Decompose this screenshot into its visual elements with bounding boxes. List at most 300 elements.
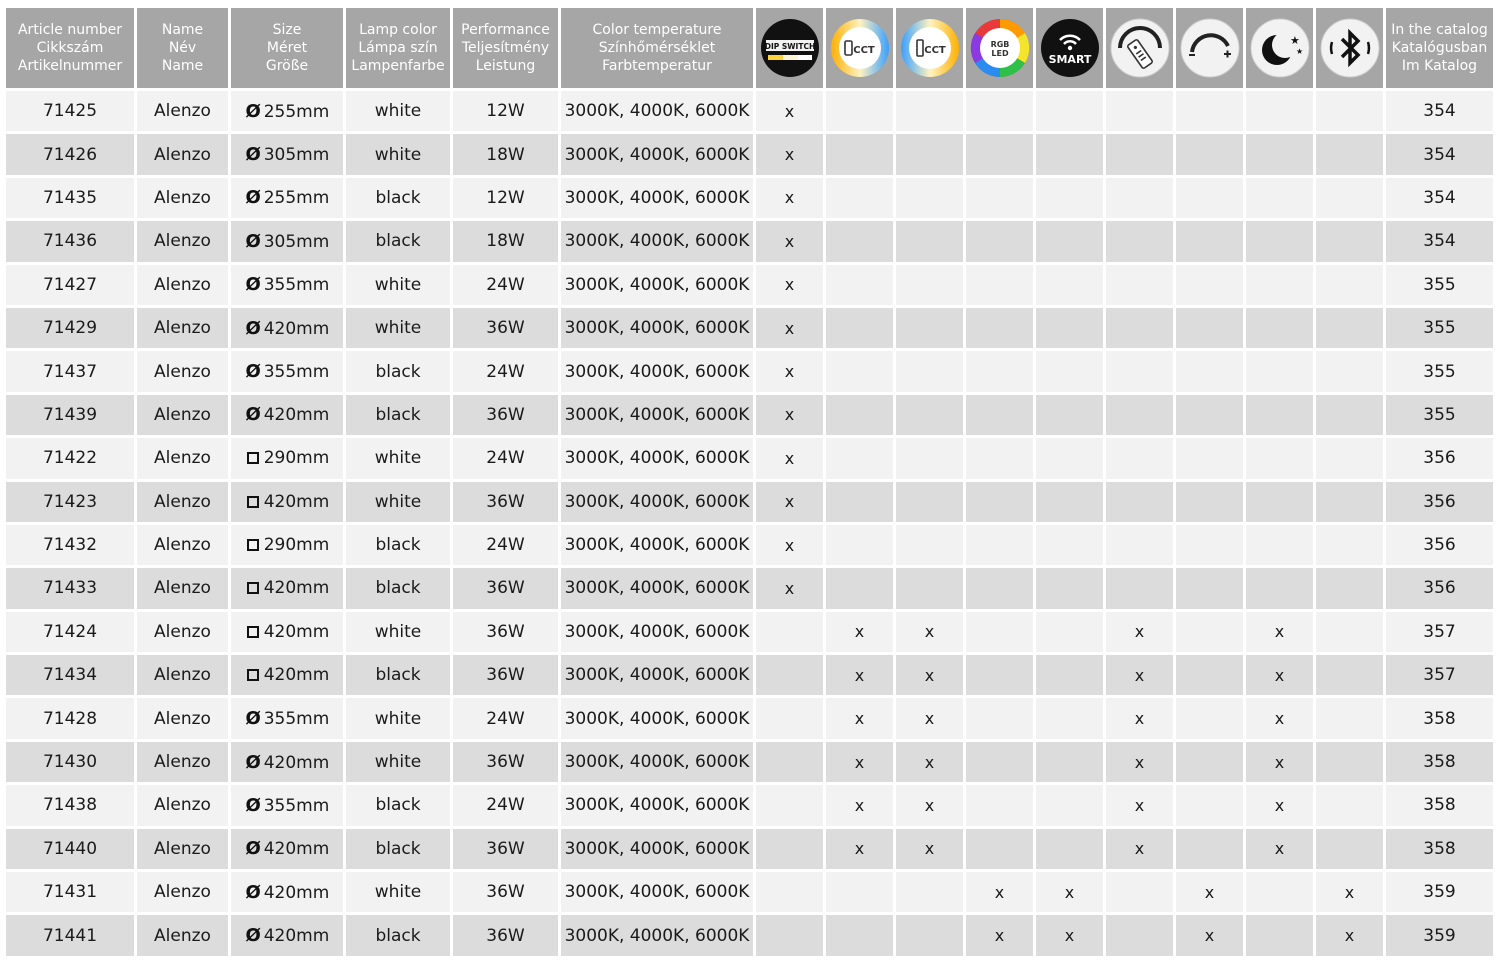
name-cell: Alenzo xyxy=(137,438,231,481)
size-value: 420mm xyxy=(263,621,330,642)
size-cell xyxy=(231,872,346,915)
lamp-color-cell: black xyxy=(346,655,453,698)
square-shape-icon xyxy=(245,578,262,598)
size-cell xyxy=(231,829,346,872)
cct-remote-mark: x xyxy=(826,785,896,828)
bluetooth-mark xyxy=(1316,395,1386,438)
catalog-page-cell: 355 xyxy=(1386,265,1496,308)
bluetooth-mark xyxy=(1316,525,1386,568)
dimmable-mark: x xyxy=(1176,915,1246,958)
size-value: 420mm xyxy=(263,839,330,860)
smart-mark xyxy=(1036,134,1106,177)
bluetooth-mark xyxy=(1316,829,1386,872)
header-line: Im Katalog xyxy=(1401,58,1478,74)
catalog-page-cell: 357 xyxy=(1386,655,1496,698)
size-value: 290mm xyxy=(263,448,330,469)
smart-mark xyxy=(1036,482,1106,525)
rgb-led-mark xyxy=(966,91,1036,134)
rgb-led-mark xyxy=(966,568,1036,611)
size-cell xyxy=(231,351,346,394)
header-line: Name xyxy=(161,22,204,38)
table-row xyxy=(6,698,1496,741)
size-cell xyxy=(231,134,346,177)
night-mode-mark xyxy=(1246,568,1316,611)
size-cell xyxy=(231,915,346,958)
lamp-color-cell: white xyxy=(346,265,453,308)
performance-cell: 36W xyxy=(453,308,561,351)
dip-switch-label: DIP SWITCH xyxy=(764,42,815,51)
color-temperature-cell: 3000K, 4000K, 6000K xyxy=(561,829,756,872)
size-cell xyxy=(231,221,346,264)
smart-mark xyxy=(1036,785,1106,828)
color-temperature-cell: 3000K, 4000K, 6000K xyxy=(561,308,756,351)
product-table xyxy=(6,8,1496,959)
header-dimmable xyxy=(1176,8,1246,91)
table-row xyxy=(6,742,1496,785)
bluetooth-icon xyxy=(1320,18,1380,78)
cct-remote-mark xyxy=(826,525,896,568)
color-temperature-cell: 3000K, 4000K, 6000K xyxy=(561,351,756,394)
square-outline xyxy=(247,452,259,464)
remote-dimmer-icon xyxy=(1110,18,1170,78)
smart-mark xyxy=(1036,395,1106,438)
catalog-page-cell: 355 xyxy=(1386,308,1496,351)
night-mode-mark: x xyxy=(1246,655,1316,698)
bluetooth-mark xyxy=(1316,91,1386,134)
dip-switch-mark xyxy=(756,829,826,872)
performance-cell: 36W xyxy=(453,568,561,611)
cct-switch-mark xyxy=(896,438,966,481)
color-temperature-cell: 3000K, 4000K, 6000K xyxy=(561,265,756,308)
cct-remote-mark xyxy=(826,872,896,915)
diameter-icon: Ø xyxy=(245,100,261,122)
night-mode-mark xyxy=(1246,525,1316,568)
rgb-led-mark xyxy=(966,525,1036,568)
article-number-cell: 71431 xyxy=(6,872,137,915)
size-cell xyxy=(231,612,346,655)
cct-wallswitch-icon xyxy=(900,18,960,78)
cct-remote-mark: x xyxy=(826,655,896,698)
performance-cell: 24W xyxy=(453,785,561,828)
article-number-cell: 71427 xyxy=(6,265,137,308)
cct-switch-mark xyxy=(896,872,966,915)
name-cell: Alenzo xyxy=(137,178,231,221)
square-outline xyxy=(247,539,259,551)
color-temperature-cell: 3000K, 4000K, 6000K xyxy=(561,568,756,611)
night-mode-icon xyxy=(1250,18,1310,78)
rgb-led-mark xyxy=(966,785,1036,828)
size-cell xyxy=(231,308,346,351)
name-cell: Alenzo xyxy=(137,395,231,438)
performance-cell: 12W xyxy=(453,178,561,221)
color-temperature-cell: 3000K, 4000K, 6000K xyxy=(561,785,756,828)
diameter-icon: Ø xyxy=(245,751,261,773)
bluetooth-mark xyxy=(1316,742,1386,785)
bluetooth-mark xyxy=(1316,612,1386,655)
lamp-color-cell: white xyxy=(346,482,453,525)
cct-remote-mark xyxy=(826,568,896,611)
night-mode-mark xyxy=(1246,395,1316,438)
article-number-cell: 71428 xyxy=(6,698,137,741)
performance-cell: 36W xyxy=(453,395,561,438)
remote-dimmer-mark xyxy=(1106,872,1176,915)
catalog-page-cell: 355 xyxy=(1386,395,1496,438)
lamp-color-cell: black xyxy=(346,785,453,828)
dip-switch-mark: x xyxy=(756,395,826,438)
bluetooth-mark xyxy=(1316,568,1386,611)
cct-label: CCT xyxy=(923,45,946,56)
color-temperature-cell: 3000K, 4000K, 6000K xyxy=(561,655,756,698)
name-cell: Alenzo xyxy=(137,829,231,872)
color-temperature-cell: 3000K, 4000K, 6000K xyxy=(561,698,756,741)
lamp-color-cell: white xyxy=(346,91,453,134)
header-line: Leistung xyxy=(475,58,536,74)
cct-remote-mark xyxy=(826,178,896,221)
diameter-icon: Ø xyxy=(245,881,261,903)
smart-mark xyxy=(1036,612,1106,655)
header-line: Size xyxy=(272,22,302,38)
header-lamp-color xyxy=(346,8,453,91)
smart-mark xyxy=(1036,351,1106,394)
article-number-cell: 71422 xyxy=(6,438,137,481)
square-shape-icon xyxy=(245,448,262,468)
header-size xyxy=(231,8,346,91)
name-cell: Alenzo xyxy=(137,785,231,828)
size-value: 420mm xyxy=(263,578,330,599)
bluetooth-mark xyxy=(1316,785,1386,828)
size-cell xyxy=(231,178,346,221)
lamp-color-cell: black xyxy=(346,178,453,221)
square-shape-icon xyxy=(245,622,262,642)
size-value: 355mm xyxy=(263,362,330,383)
article-number-cell: 71439 xyxy=(6,395,137,438)
article-number-cell: 71437 xyxy=(6,351,137,394)
dimmable-mark xyxy=(1176,829,1246,872)
header-line: Katalógusban xyxy=(1391,40,1488,56)
color-temperature-cell: 3000K, 4000K, 6000K xyxy=(561,525,756,568)
catalog-page-cell: 354 xyxy=(1386,134,1496,177)
color-temperature-cell: 3000K, 4000K, 6000K xyxy=(561,134,756,177)
cct-switch-mark: x xyxy=(896,655,966,698)
rgb-led-mark xyxy=(966,351,1036,394)
header-line: Cikkszám xyxy=(36,40,104,56)
cct-switch-mark xyxy=(896,525,966,568)
performance-cell: 24W xyxy=(453,525,561,568)
night-mode-mark: x xyxy=(1246,612,1316,655)
lamp-color-cell: white xyxy=(346,438,453,481)
catalog-page-cell: 355 xyxy=(1386,351,1496,394)
night-mode-mark xyxy=(1246,872,1316,915)
night-mode-mark xyxy=(1246,438,1316,481)
bluetooth-mark xyxy=(1316,134,1386,177)
square-shape-icon xyxy=(245,665,262,685)
header-line: Artikelnummer xyxy=(17,58,123,74)
catalog-page-cell: 358 xyxy=(1386,785,1496,828)
size-value: 420mm xyxy=(263,318,330,339)
cct-switch-mark xyxy=(896,178,966,221)
header-name xyxy=(137,8,231,91)
lamp-color-cell: white xyxy=(346,742,453,785)
performance-cell: 24W xyxy=(453,438,561,481)
catalog-page-cell: 356 xyxy=(1386,568,1496,611)
color-temperature-cell: 3000K, 4000K, 6000K xyxy=(561,178,756,221)
remote-dimmer-mark xyxy=(1106,482,1176,525)
dip-switch-mark xyxy=(756,785,826,828)
performance-cell: 24W xyxy=(453,698,561,741)
dimmable-mark xyxy=(1176,438,1246,481)
cct-remote-mark xyxy=(826,438,896,481)
performance-cell: 18W xyxy=(453,221,561,264)
cct-label: CCT xyxy=(852,45,875,56)
rgb-led-icon xyxy=(970,18,1030,78)
catalog-page-cell: 356 xyxy=(1386,525,1496,568)
bluetooth-mark xyxy=(1316,351,1386,394)
rgb-led-mark: x xyxy=(966,915,1036,958)
rgb-led-mark xyxy=(966,221,1036,264)
header-line: Lamp color xyxy=(359,22,437,38)
article-number-cell: 71425 xyxy=(6,91,137,134)
catalog-page-cell: 354 xyxy=(1386,91,1496,134)
dimmable-mark xyxy=(1176,178,1246,221)
cct-switch-mark: x xyxy=(896,612,966,655)
dip-switch-mark: x xyxy=(756,351,826,394)
table-row xyxy=(6,525,1496,568)
name-cell: Alenzo xyxy=(137,568,231,611)
rgb-led-mark xyxy=(966,482,1036,525)
diameter-icon: Ø xyxy=(245,317,261,339)
header-bluetooth xyxy=(1316,8,1386,91)
remote-dimmer-mark xyxy=(1106,915,1176,958)
size-cell xyxy=(231,525,346,568)
cct-switch-mark: x xyxy=(896,698,966,741)
header-night-mode xyxy=(1246,8,1316,91)
table-row xyxy=(6,785,1496,828)
smart-mark xyxy=(1036,525,1106,568)
dimmable-mark xyxy=(1176,525,1246,568)
night-mode-mark xyxy=(1246,308,1316,351)
diameter-icon: Ø xyxy=(245,794,261,816)
remote-dimmer-mark xyxy=(1106,308,1176,351)
performance-cell: 18W xyxy=(453,134,561,177)
dip-switch-mark: x xyxy=(756,482,826,525)
table-row xyxy=(6,395,1496,438)
dip-switch-mark xyxy=(756,698,826,741)
performance-cell: 36W xyxy=(453,915,561,958)
cct-remote-mark xyxy=(826,308,896,351)
night-mode-mark: x xyxy=(1246,698,1316,741)
catalog-page-cell: 358 xyxy=(1386,829,1496,872)
rgb-label-bottom: LED xyxy=(990,49,1009,58)
table-row xyxy=(6,308,1496,351)
header-dip-switch xyxy=(756,8,826,91)
rgb-led-mark xyxy=(966,612,1036,655)
rgb-led-mark xyxy=(966,438,1036,481)
dimmable-mark xyxy=(1176,568,1246,611)
color-temperature-cell: 3000K, 4000K, 6000K xyxy=(561,221,756,264)
cct-switch-mark xyxy=(896,915,966,958)
size-value: 420mm xyxy=(263,665,330,686)
name-cell: Alenzo xyxy=(137,351,231,394)
name-cell: Alenzo xyxy=(137,872,231,915)
article-number-cell: 71438 xyxy=(6,785,137,828)
size-value: 420mm xyxy=(263,405,330,426)
square-outline xyxy=(247,496,259,508)
header-color-temperature xyxy=(561,8,756,91)
dip-switch-mark xyxy=(756,742,826,785)
size-cell xyxy=(231,438,346,481)
remote-dimmer-mark xyxy=(1106,351,1176,394)
name-cell: Alenzo xyxy=(137,655,231,698)
smart-mark: x xyxy=(1036,872,1106,915)
color-temperature-cell: 3000K, 4000K, 6000K xyxy=(561,612,756,655)
remote-dimmer-mark: x xyxy=(1106,698,1176,741)
table-row xyxy=(6,829,1496,872)
performance-cell: 36W xyxy=(453,872,561,915)
article-number-cell: 71432 xyxy=(6,525,137,568)
cct-remote-mark xyxy=(826,395,896,438)
article-number-cell: 71441 xyxy=(6,915,137,958)
size-cell xyxy=(231,395,346,438)
table-row xyxy=(6,482,1496,525)
dip-switch-mark xyxy=(756,915,826,958)
lamp-color-cell: black xyxy=(346,395,453,438)
dimmable-mark xyxy=(1176,134,1246,177)
smart-mark xyxy=(1036,178,1106,221)
color-temperature-cell: 3000K, 4000K, 6000K xyxy=(561,872,756,915)
catalog-page-cell: 358 xyxy=(1386,698,1496,741)
remote-dimmer-mark: x xyxy=(1106,829,1176,872)
header-performance xyxy=(453,8,561,91)
table-row xyxy=(6,134,1496,177)
smart-mark xyxy=(1036,91,1106,134)
size-cell xyxy=(231,655,346,698)
performance-cell: 36W xyxy=(453,482,561,525)
remote-dimmer-mark xyxy=(1106,221,1176,264)
header-line: Név xyxy=(168,40,197,56)
table-row xyxy=(6,872,1496,915)
cct-switch-mark: x xyxy=(896,785,966,828)
size-cell xyxy=(231,568,346,611)
diameter-icon: Ø xyxy=(245,708,261,730)
diameter-icon: Ø xyxy=(245,925,261,947)
star-glyph: ★ xyxy=(1295,47,1303,56)
cct-remote-mark xyxy=(826,265,896,308)
size-cell xyxy=(231,742,346,785)
color-temperature-cell: 3000K, 4000K, 6000K xyxy=(561,915,756,958)
night-mode-mark xyxy=(1246,134,1316,177)
remote-dimmer-mark xyxy=(1106,178,1176,221)
diameter-icon: Ø xyxy=(245,361,261,383)
table-body xyxy=(6,91,1496,959)
lamp-color-cell: white xyxy=(346,698,453,741)
table-row xyxy=(6,915,1496,958)
size-value: 420mm xyxy=(263,491,330,512)
table-row xyxy=(6,351,1496,394)
remote-dimmer-mark xyxy=(1106,91,1176,134)
size-value: 255mm xyxy=(263,188,330,209)
smart-mark xyxy=(1036,655,1106,698)
cct-switch-mark xyxy=(896,308,966,351)
header-rgb-led xyxy=(966,8,1036,91)
bluetooth-mark xyxy=(1316,655,1386,698)
bluetooth-mark xyxy=(1316,698,1386,741)
night-mode-mark: x xyxy=(1246,742,1316,785)
performance-cell: 36W xyxy=(453,829,561,872)
name-cell: Alenzo xyxy=(137,308,231,351)
article-number-cell: 71435 xyxy=(6,178,137,221)
remote-dimmer-mark xyxy=(1106,525,1176,568)
name-cell: Alenzo xyxy=(137,91,231,134)
night-mode-mark xyxy=(1246,351,1316,394)
cct-remote-mark: x xyxy=(826,698,896,741)
cct-switch-mark xyxy=(896,91,966,134)
remote-dimmer-mark: x xyxy=(1106,742,1176,785)
dimmable-mark xyxy=(1176,91,1246,134)
night-mode-mark xyxy=(1246,221,1316,264)
article-number-cell: 71429 xyxy=(6,308,137,351)
remote-dimmer-mark xyxy=(1106,265,1176,308)
bluetooth-mark xyxy=(1316,221,1386,264)
size-value: 420mm xyxy=(263,926,330,947)
rgb-led-mark xyxy=(966,742,1036,785)
cct-remote-mark: x xyxy=(826,829,896,872)
diameter-icon: Ø xyxy=(245,274,261,296)
rgb-led-mark xyxy=(966,178,1036,221)
remote-dimmer-mark xyxy=(1106,438,1176,481)
cct-remote-mark: x xyxy=(826,742,896,785)
article-number-cell: 71433 xyxy=(6,568,137,611)
performance-cell: 24W xyxy=(453,351,561,394)
diameter-icon: Ø xyxy=(245,404,261,426)
diameter-icon: Ø xyxy=(245,838,261,860)
catalog-page-cell: 359 xyxy=(1386,915,1496,958)
header-line: Größe xyxy=(265,58,309,74)
lamp-color-cell: black xyxy=(346,568,453,611)
square-shape-icon xyxy=(245,492,262,512)
remote-dimmer-mark: x xyxy=(1106,785,1176,828)
size-cell xyxy=(231,698,346,741)
rgb-led-mark xyxy=(966,655,1036,698)
dimmable-mark xyxy=(1176,742,1246,785)
performance-cell: 12W xyxy=(453,91,561,134)
performance-cell: 36W xyxy=(453,612,561,655)
smart-mark xyxy=(1036,568,1106,611)
dip-switch-mark: x xyxy=(756,308,826,351)
remote-dimmer-mark xyxy=(1106,395,1176,438)
header-line: Performance xyxy=(461,22,550,38)
name-cell: Alenzo xyxy=(137,612,231,655)
rgb-led-mark xyxy=(966,698,1036,741)
header-line: Méret xyxy=(266,40,308,56)
lamp-color-cell: black xyxy=(346,829,453,872)
table-row xyxy=(6,265,1496,308)
table-row xyxy=(6,91,1496,134)
header-line: Színhőmérséklet xyxy=(598,40,716,56)
header-line: Lampenfarbe xyxy=(351,58,445,74)
smart-mark xyxy=(1036,265,1106,308)
cct-switch-mark xyxy=(896,221,966,264)
header-line: Article number xyxy=(17,22,122,38)
dip-switch-mark xyxy=(756,655,826,698)
color-temperature-cell: 3000K, 4000K, 6000K xyxy=(561,742,756,785)
article-number-cell: 71430 xyxy=(6,742,137,785)
smart-mark xyxy=(1036,829,1106,872)
night-mode-mark: x xyxy=(1246,829,1316,872)
dimmable-mark xyxy=(1176,265,1246,308)
night-mode-mark xyxy=(1246,482,1316,525)
dimmable-mark xyxy=(1176,351,1246,394)
night-mode-mark xyxy=(1246,91,1316,134)
